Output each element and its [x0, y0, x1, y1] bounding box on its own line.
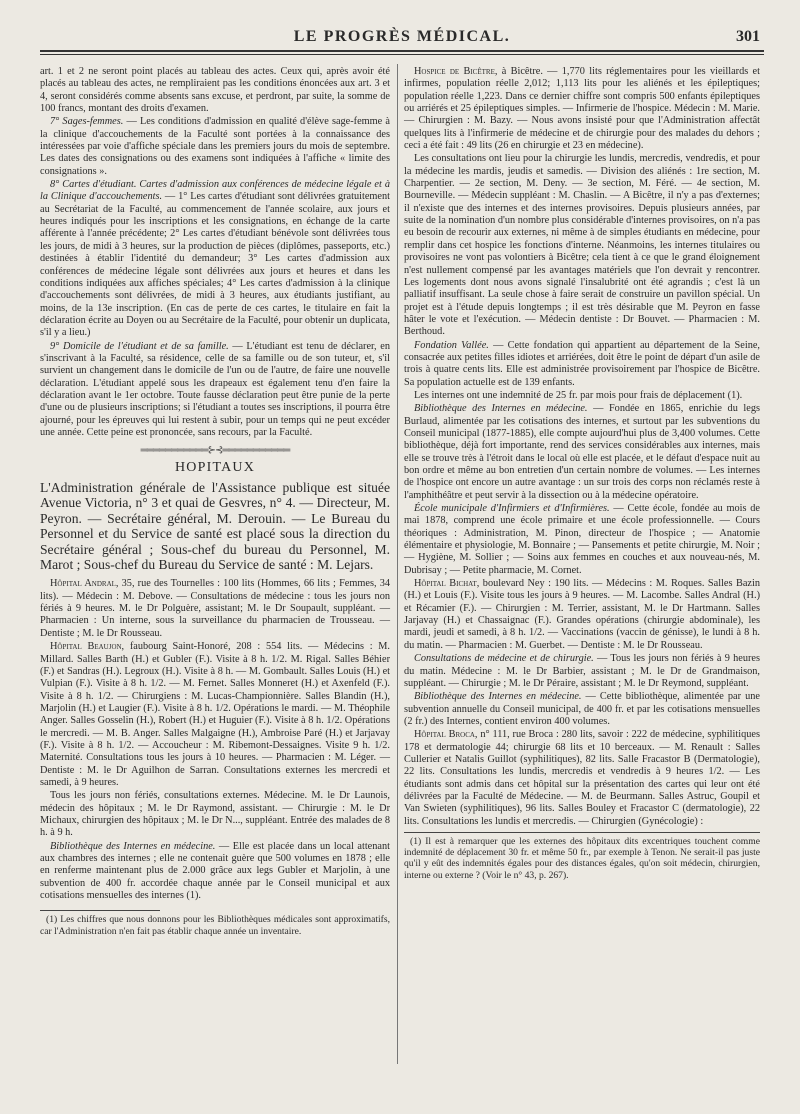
- heading-bichat-consultations: Consultations de médecine et de chirurgie.: [414, 653, 594, 665]
- text-fondation-vallee: — Cette fondation qui appartient au département de la Seine, consacrée aux petites filles idiotes et arriérées, doit être le point de départ d'un asile de trois à quatre cents lits. Elle est administrée provisoirement par l'hospice de Bicêtre. Sa population actuelle est de 139 enfants.: [404, 339, 760, 388]
- heading-bicetre: Hospice de Bicêtre,: [414, 66, 498, 77]
- right-column: [404, 66, 760, 882]
- paragraph-bichat: [404, 578, 760, 652]
- footnote-left: (1) Les chiffres que nous donnons pour les Bibliothèques médicales sont approximatifs, car l'Administration n'en fait pas établir chaque année un inventaire.: [40, 914, 390, 937]
- section-separator: ═══════════⊱⊰═══════════: [140, 445, 290, 457]
- paragraph-sages-femmes: [40, 116, 390, 178]
- heading-bibliotheque-beaujon: Bibliothèque des Internes en médecine.: [50, 840, 216, 852]
- paragraph-fondation-vallee: [404, 340, 760, 389]
- paragraph-cartes: [40, 179, 390, 339]
- running-title: LE PROGRÈS MÉDICAL.: [293, 28, 511, 45]
- text-bicetre: à Bicêtre. — 1,770 lits réglementaires pour les vieillards et infirmes, population réelle 2,012; 1,113 lits pour les aliénés et les épileptiques; population réelle 1,223. Dans ce dernier chiffre sont compris 500 enfants épileptiques ou arriérés et 25 épileptiques simples. — Infirmerie de l'hospice. Médecin : M. Marie. — Chirurgien : M. Bazy. — Nous avons insisté pour que l'Administration affectât quelques lits à l'infirmerie de médecine et de chirurgie pour des malades du dehors ; ceci a été fait : 49 lits (26 en chirurgie et 23 en médecine).: [404, 66, 760, 152]
- paragraph-bicetre-consultations: Les consultations ont lieu pour la chirurgie les lundis, mercredis, vendredis, et pour la médecine les mardis, jeudis et samedis. — Division des aliénés : 1re section, M. Charpentier. — 2e section, M. Deny. — 3e section, M. Féré. — 4e section, M. Bourneville. — Médecin suppléant : M. Chaslin. — A Bicêtre, il n'y a pas d'externes; il n'existe que des internes et des internes provisoires. Depuis plusieurs années, par suite de la nomination d'un nombre plus considérable d'internes provisoires, on n'a pas eu besoin de recourir aux externes, ni même à de simples étudiants en médecine, pour remplir dans cet hospice les fonctions d'interne. Néanmoins, les internes titulaires ou provisoires ne vont pas volontiers à Bicêtre; cela tient à ce que le grand éloignement n'est nullement compensé par les avantages matériels que l'on devrait y rencontrer. Les logements dont nous avons signalé l'insalubrité ont été agrandis ; c'est là un palliatif insuffisant. La seule chose à faire serait de construire un pavillon spécial. Un projet est à l'étude depuis longtemps ; il est très désirable que M. Peyron en fasse hâter le vote et l'exécution. — Médecin dentiste : Dr Bouvet. — Pharmacien : M. Berthoud.: [404, 153, 760, 338]
- heading-andral: Hôpital Andral,: [50, 578, 119, 590]
- text-ecole: — Cette école, fondée au mois de mai 1878, comprend une école primaire et une école professionnelle. — Cours théoriques : Administration, M. Pinon, directeur de l'hospice ; — Anatomie élémentaire et physiologie, M. Bonnaire ; — Pansements et petite chirurgie, M. Noir ; — Hygiène, M. Sollier ; — Soins aux femmes en couches et aux nouveau-nés, M. Dubrisay ; — Petite pharmacie, M. Cornet.: [404, 503, 760, 576]
- text-bibliotheque-bichat: — Cette bibliothèque, alimentée par une subvention annuelle du Conseil municipal, de 400 fr. et par les cotisations mensuelles (2 fr.) des Internes, contient environ 400 volumes.: [404, 691, 760, 727]
- paragraph-bibliotheque-bichat: [404, 691, 760, 728]
- text-cartes: — 1° Les cartes d'étudiant sont délivrées gratuitement au Secrétariat de la Faculté, au commencement de l'année scolaire, aux jours et heures indiqués pour les inscriptions et les consignations, en échange de la carte afférente à l'année précédente; 2° Les cartes d'étudiant bénévole sont délivrées tous les jours, de midi à 3 heures, sur la production de pièces (diplômes, passeports, etc.) destinées à établir l'identité du demandeur; 3° Les cartes d'admission aux conférences de médecine légale sont délivrées aux jours et heures et dans les conditions indiquées aux affiches spéciales; 4° Les cartes d'admission à la clinique d'accouchements sont délivrées, de midi à 3 heures, aux étudiants justifiant, au moins, de la 13e inscription. (En cas de perte de ces cartes, le titulaire en fait la déclaration écrite au Doyen ou au Secrétaire de la Faculté, pour obtenir un duplicata, s'il y a lieu.): [40, 191, 390, 339]
- heading-bibliotheque-bichat: Bibliothèque des Internes en médecine.: [414, 691, 582, 703]
- heading-beaujon: Hôpital Beaujon,: [50, 641, 125, 653]
- footnote-rule-right: [404, 832, 760, 833]
- page-header: [40, 28, 764, 50]
- heading-cartes: 8° Cartes d'étudiant. Cartes d'admission aux conférences de médecine légale et à la Clinique d'accouchements.: [40, 179, 390, 203]
- heading-bibliotheque-bicetre: Bibliothèque des Internes en médecine.: [414, 403, 588, 415]
- paragraph-bibliotheque-beaujon: [40, 841, 390, 903]
- section-title-hopitaux: HOPITAUX: [174, 459, 256, 475]
- footnote-right: (1) Il est à remarquer que les externes des hôpitaux dits excentriques touchent comme indemnité de déplacement 30 fr. et même 50 fr., par exemple à Tenon. Ne serait-il pas juste qu'il y eût des indemnités égales pour des distances égales, qu'on soit médecin, chirurgien, interne ou externe ? (Voir le n° 43, p. 267).: [404, 835, 760, 881]
- text-bibliotheque-bicetre: — Fondée en 1865, enrichie du legs Burlaud, alimentée par les cotisations des internes, et surtout par les subventions du Conseil municipal (1877-1885), elle compte aujourd'hui plus de 3,400 volumes. Cette bibliothèque, déjà fort importante, rend des services considérables aux internes, mais elle se trouve très à l'étroit dans le local où elle est placée, et le défaut d'espace nuit au bon ordre et même au bon entretien d'un certain nombre de volumes. — Les internes de l'hospice ont encore un autre avantage : un sur trois des corps non réclamés reste à l'amphithéâtre et peut servir à la dissection ou à la médecine opératoire.: [404, 403, 760, 501]
- left-column: [40, 66, 390, 938]
- paragraph-beaujon: [40, 641, 390, 789]
- heading-fondation-vallee: Fondation Vallée.: [414, 339, 489, 351]
- paragraph-broca: [404, 729, 760, 828]
- paragraph-bicetre: [404, 66, 760, 152]
- heading-broca: Hôpital Broca,: [414, 729, 478, 741]
- paragraph-ecole: [404, 503, 760, 577]
- text-sages-femmes: — Les conditions d'admission en qualité d'élève sage-femme à la clinique d'accouchements de la Faculté sont portées à la connaissance des intéressées par voie d'affiche spéciale dans les premiers jours du mois de septembre. Les dates des consignations ou des examens sont indiquées à l'affiche « limite des consignations ».: [40, 116, 390, 177]
- footnote-rule-left: [40, 910, 160, 911]
- paragraph-examens: art. 1 et 2 ne seront point placés au tableau des actes. Ceux qui, après avoir été placés au tableau des actes, ne rempliraient pas les conditions énoncées aux art. 3 et 4, seront considérés comme absents sans excuse, et perdront, par suite, la somme de 100 francs, montant des droits d'examen.: [40, 66, 390, 115]
- heading-ecole: École municipale d'Infirmiers et d'Infirmières.: [414, 503, 610, 515]
- page-number: 301: [736, 28, 760, 45]
- header-rule-thin: [40, 54, 764, 55]
- text-domicile: — L'étudiant est tenu de déclarer, en s'inscrivant à la Faculté, sa résidence, celle de sa famille ou de son tuteur, et, s'il survient un changement dans le domicile de l'un ou de l'autre, de faire une nouvelle déclaration. L'étudiant appelé sous les drapeaux est également tenu d'en faire la déclaration avant le 1er octobre. Toute fausse déclaration peut être punie de la perte d'une ou de plusieurs inscriptions; si l'étudiant a toutes ses inscriptions, il pourra être ajourné, pour les épreuves qui lui restent à subir, pour un temps qui ne peut excéder une année. Cette peine est prononcée, sans recours, par la Faculté.: [40, 340, 390, 438]
- paragraph-consultations: Tous les jours non fériés, consultations externes. Médecine. M. le Dr Launois, médecin des hôpitaux ; M. le Dr Raymond, assistant. — Chirurgie : M. le Dr Michaux, chirurgien des hôpitaux ; M. le Dr N..., suppléant. Entrée des malades de 8 h. à 9 h.: [40, 790, 390, 839]
- paragraph-domicile: [40, 341, 390, 440]
- paragraph-indemnite: Les internes ont une indemnité de 25 fr. par mois pour frais de déplacement (1).: [414, 389, 743, 401]
- heading-bichat: Hôpital Bichat,: [414, 578, 480, 590]
- text-andral: 35, rue des Tournelles : 100 lits (Hommes, 66 lits ; Femmes, 34 lits). — Médecin : M. Debove. — Consultations de médecine : tous les jours non fériés à 9 heures. M. le Dr Polguère, assistant; M. le Dr Soupault, suppléant. — Pharmacien : Un interne, sous la surveillance du pharmacien de Trousseau. — Dentiste ; M. le Dr Rousseau.: [40, 578, 391, 639]
- heading-domicile: 9° Domicile de l'étudiant et de sa famille.: [50, 340, 229, 352]
- heading-sages-femmes: 7° Sages-femmes.: [50, 116, 124, 128]
- column-divider: [397, 64, 398, 1064]
- text-bichat: boulevard Ney : 190 lits. — Médecins : M. Roques. Salles Bazin (H.) et Louis (F.). Visite tous les jours à 9 heures. — M. Lacombe. Salles Andral (H.) et Récamier (F.). — Chirurgien : M. Terrier, assistant, M. le Dr Hartmann. Salles Jarjavay (H.) et Chassaignac (F.). Grandes opérations (chirurgie abdominale), les mardi, jeudi et samedi, à 8 h. 1/2. — Vaccinations (vaccin de génisse), le lundi à 8 h. du matin. — Pharmacien : M. Guerbet. — Dentiste : M. le Dr Rousseau.: [404, 578, 761, 651]
- text-bichat-consultations: — Tous les jours non fériés à 9 heures du matin. Médecine : M. le Dr Barbier, assistant ; M. le Dr de Grandmaison, suppléant. — Chirurgie ; M. le Dr Péraire, assistant ; M. le Dr Reymond, suppléant.: [404, 653, 760, 689]
- text-broca: n° 111, rue Broca : 280 lits, savoir : 222 de médecine, syphilitiques 178 et dermatologie 44; chirurgie 68 lits et 10 berceaux. — M. Renault : Salles Cullerier et Natalis Guillot (syphilitiques), 82 lits. Salle Fracastor B (Dermatologie), 22 lits. Consultations les lundis, mercredis et vendredis à 9 heures 1/2. — Les étudiants sont admis dans cet hôpital sur la présentation des cartes qui leur ont été délivrées par la Faculté de Médecine. — M. de Beurmann. Salles Astruc, Goupil et Van Swieten (syphilitiques), 96 lits. Salles Bouley et Fracastor C (dermatologie), 22 lits. Consultations les lundis et mercredis. — Chirurgien (Gynécologie) :: [404, 729, 760, 827]
- paragraph-bichat-consultations: [404, 653, 760, 690]
- header-rule-thick: [40, 50, 764, 52]
- paragraph-bibliotheque-bicetre: [404, 403, 760, 502]
- paragraph-administration: L'Administration générale de l'Assistance publique est située Avenue Victoria, n° 3 et quai de Gesvres, n° 4. — Directeur, M. Peyron. — Secrétaire général, M. Derouin. — Le Bureau du Personnel et du Service de santé est placé sous la direction du Secrétaire général ; Sous-chef du bureau du Personnel, M. Marot ; Sous-chef du Bureau du Service de santé : M. Lejars.: [40, 480, 390, 573]
- paragraph-andral: [40, 578, 390, 640]
- text-beaujon: faubourg Saint-Honoré, 208 : 554 lits. — Médecins : M. Millard. Salles Barth (H.) et Gubler (F.). Visite à 8 h. 1/2. M. Rigal. Salles Béhier (F.) et Sandras (H.). Legroux (H.). Visite à 8 h. — M. Gombault. Salles Louis (H.) et Vulpian (F.). Visite à 8 h. 1/2. — M. Fernet. Salles Monneret (H.) et Axenfeld (F.). Visite à 8 h. 1/2. — Chirurgiens : M. Lucas-Championnière. Salles Blandin (H.), Marjolin (H.) et Laugier (F.). Visite à 8 h. 1/2. Opérations le mardi. — M. Théophile Anger. Salles Gosselin (H.), Robert (H.) et Huguier (F.). Visite à 8 h. 1/2. Opérations le mercredi. — M. B. Anger. Salles Malgaigne (H.), Ambroise Paré (H.) et Jarjavay (F.). Visite à 8 h. 1/2. — Accoucheur : M. Ribemont-Dessaignes. Visite 9 h. 1/2. Maternité. Consultations tous les jours à 10 heures. — Pharmacien : M. Léger. — Dentiste : M. le Dr Aguilhon de Sarran. Consultations externes les mercredi et samedi, à 9 heures.: [40, 641, 390, 788]
- text-bibliotheque-beaujon: — Elle est placée dans un local attenant aux chambres des internes ; elle ne contenait guère que 500 volumes en 1878 ; elle en renferme maintenant plus de 2.000 grâce aux legs Gubler et Marjolin, à une subvention de 400 fr. accordée chaque année par le Conseil municipal et aux cotisations mensuelles des internes (1).: [40, 840, 390, 902]
